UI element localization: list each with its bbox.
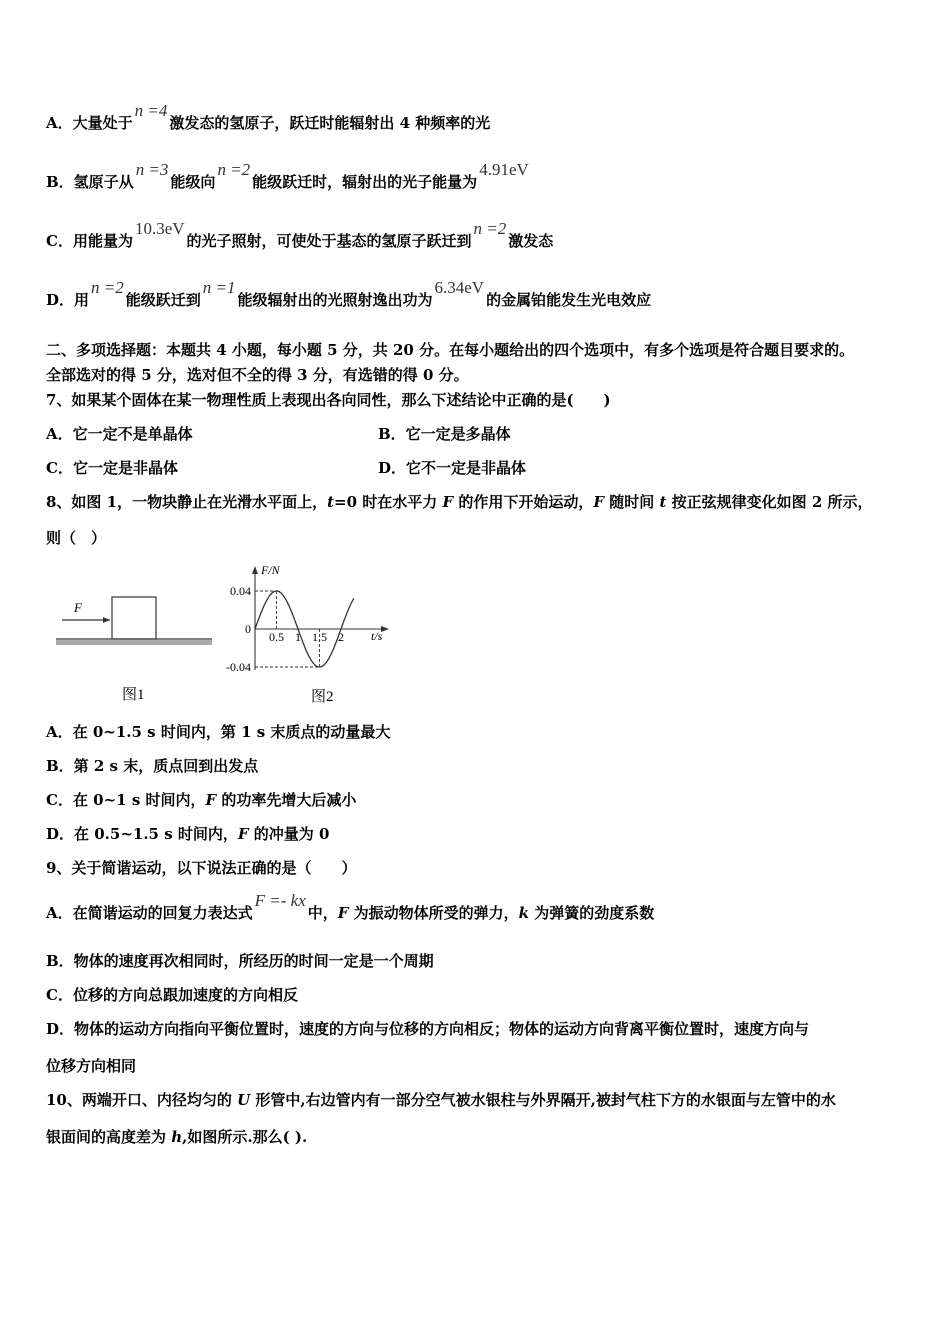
q10-U: U [237,1091,251,1109]
q8-stem-a: 8、如图 1，一物块静止在光滑水平面上， [46,493,328,511]
fig1-caption: 图1 [122,687,145,703]
ground-hatch [56,640,212,645]
q8-stem-c: 的作用下开始运动， [453,493,594,511]
y-tick-label: 0 [245,622,251,636]
y-tick-label: 0.04 [230,584,251,598]
q6-d-mid2: 能级辐射出的光照射逸出功为 [237,291,433,309]
y-axis-arrow [252,566,258,574]
fig1-force-label: F [74,600,82,615]
x-tick-label: 2 [338,630,344,644]
q8-option-d [46,823,329,844]
q10-stem-line1 [46,1089,836,1110]
x-tick-label: 0.5 [269,630,284,644]
q8-option-b: B．第 2 s 末，质点回到出发点 [46,757,259,775]
q10-d: ,如图所示.那么( ). [182,1128,308,1146]
fig2-caption: 图2 [311,689,334,705]
force-arrow-head [103,617,110,623]
q6-b-math3: 4.91eV [479,160,529,179]
q6-b-math1: n =3 [135,160,169,179]
q9-option-a [46,891,655,923]
x-axis-label: t/s [371,629,383,643]
y-axis-label: F/N [261,563,280,577]
q10-b: 形管中,右边管内有一部分空气被水银柱与外界隔开,被封气柱下方的水银面与左管中的水 [250,1091,836,1109]
q6-d-suffix: 的金属铂能发生光电效应 [486,291,652,309]
q8-stem-b: =0 时在水平力 [334,493,443,511]
q6-c-math1: 10.3eV [134,219,185,238]
q8-stem [46,491,873,512]
q10-h: h [171,1128,183,1146]
q9-a-a: A．在简谐运动的回复力表达式 [46,904,253,922]
q8-stem-e: 按正弦规律变化如图 2 所示， [666,493,873,511]
q6-b-prefix: B．氢原子从 [46,173,134,191]
q6-c-math2: n =2 [473,219,507,238]
q9-a-b: 中， [307,904,338,922]
x-tick-label: 1 [295,630,301,644]
q9-option-b: B．物体的速度再次相同时，所经历的时间一定是一个周期 [46,952,434,970]
q6-c-mid: 的光子照射，可使处于基态的氢原子跃迁到 [186,232,472,250]
q6-a-math: n =4 [134,101,168,120]
q6-b-suffix: 能级跃迁时，辐射出的光子能量为 [252,173,478,191]
q8-option-a: A．在 0~1.5 s 时间内，第 1 s 末质点的动量最大 [46,723,391,741]
q7-option-c: C．它一定是非晶体 [46,459,178,477]
q7-option-a: A．它一定不是单晶体 [46,425,193,443]
block [112,597,156,639]
q8-c-F: F [205,791,217,809]
q6-d-math3: 6.34eV [434,278,485,297]
q7-stem: 7、如果某个固体在某一物理性质上表现出各向同性，那么下述结论中正确的是( ) [46,391,611,409]
q9-option-d-line2: 位移方向相同 [46,1057,137,1075]
q6-d-prefix: D．用 [46,291,90,309]
q6-a-prefix: A．大量处于 [46,114,133,132]
q9-a-F: F [337,904,349,922]
q8-figure2-chart [215,558,395,710]
q6-option-b [46,160,531,192]
q8-d-F: F [237,825,249,843]
q6-d-mid1: 能级跃迁到 [125,291,201,309]
q9-option-c: C．位移的方向总跟加速度的方向相反 [46,986,298,1004]
q9-a-math: F =- kx [254,891,306,910]
q6-option-c [46,219,554,251]
section2-line1: 二、多项选择题：本题共 4 小题，每小题 5 分，共 20 分。在每小题给出的四个选项中，有多个选项是符合题目要求的。 [46,341,855,359]
q6-c-prefix: C．用能量为 [46,232,133,250]
q9-option-d-line1: D．物体的运动方向指向平衡位置时，速度的方向与位移的方向相反；物体的运动方向背离平衡位置时，速度方向与 [46,1020,810,1038]
q6-d-math2: n =1 [202,278,236,297]
x-tick-label: 1.5 [312,630,327,644]
q9-a-d: 为弹簧的劲度系数 [529,904,655,922]
q9-a-k: k [518,904,530,922]
q8-t0: t [327,493,335,511]
q8-stem-d: 随时间 [604,493,660,511]
section2-line2: 全部选对的得 5 分，选对但不全的得 3 分，有选错的得 0 分。 [46,366,469,384]
q8-F2: F [593,493,605,511]
q8-option-c [46,789,356,810]
q6-b-mid: 能级向 [170,173,216,191]
q8-c-b: 的功率先增大后减小 [216,791,357,809]
q6-c-suffix: 激发态 [508,232,554,250]
q6-option-d [46,278,652,310]
q6-d-math1: n =2 [91,278,124,297]
q7-option-d: D．它不一定是非晶体 [378,459,527,477]
q8-c-a: C．在 0~1 s 时间内， [46,791,206,809]
q10-stem-line2 [46,1126,307,1147]
q9-stem: 9、关于简谐运动，以下说法正确的是（ ） [46,859,357,877]
q7-option-b: B．它一定是多晶体 [378,425,511,443]
q8-d-a: D．在 0.5~1.5 s 时间内， [46,825,238,843]
q6-a-suffix: 激发态的氢原子，跃迁时能辐射出 4 种频率的光 [169,114,491,132]
q6-option-a [46,101,491,133]
q10-c: 银面间的高度差为 [46,1128,172,1146]
q8-figure1 [50,585,220,710]
q10-a: 10、两端开口、内径均匀的 [46,1091,238,1109]
q6-b-math2: n =2 [217,160,251,179]
q8-t1: t [659,493,667,511]
q9-a-c: 为振动物体所受的弹力， [348,904,519,922]
q8-F1: F [442,493,454,511]
q8-stem2: 则（ ） [46,529,107,547]
q8-d-b: 的冲量为 0 [248,825,330,843]
y-tick-label: -0.04 [226,660,251,674]
